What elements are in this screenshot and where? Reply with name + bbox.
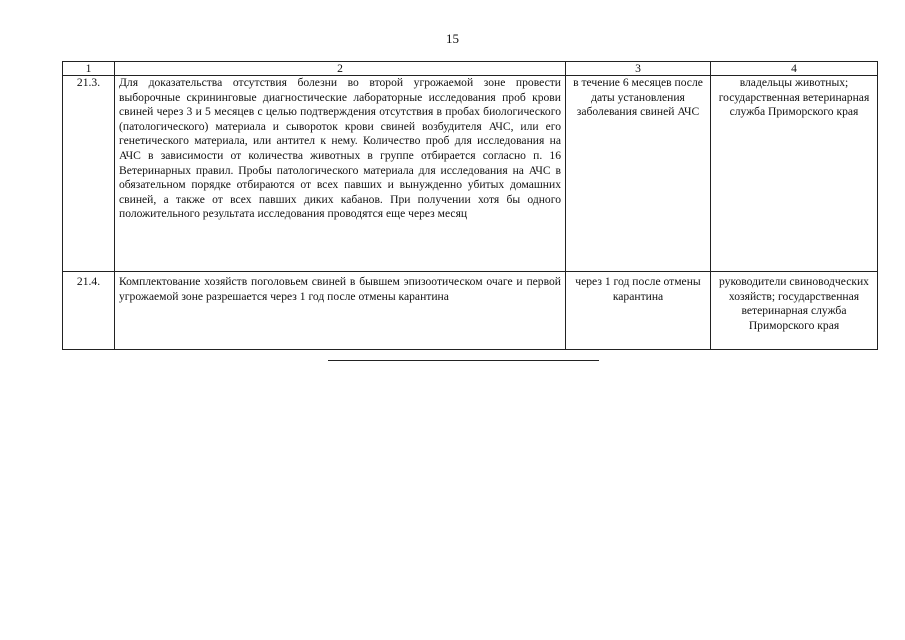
measure-description: Для доказательства отсутствия болезни во второй угрожаемой зоне провести выборочные скрининговые диагностические лабораторные исследования проб крови свиней через 3 и 5 месяцев с целью подтверждения отсутствия в пробах биологического (патологического) материала и сывороток крови свиней возбудителя АЧС, или его генетического материала, или антител к нему. Количество проб для исследования на АЧС в зависимости от количества животных в группе отбирается согласно п. 16 Ветеринарных правил. Пробы патологического материала для исследования на АЧС в обязательном порядке отбираются от всех павших и вынужденно убитых домашних свиней, а также от всех павших диких кабанов. При получении хотя бы одного положительного результата исследования проводятся еще через месяц [115,76,566,272]
measures-table [62,61,878,350]
header-cell-1: 1 [63,62,115,76]
measure-description: Комплектование хозяйств поголовьем свиней в бывшем эпизоотическом очаге и первой угрожаемой зоне разрешается через 1 год после отмены карантина [115,272,566,350]
header-cell-4: 4 [711,62,878,76]
page-number: 15 [446,31,459,46]
table-row [63,272,878,350]
measure-responsible: владельцы животных; государственная ветеринарная служба Приморского края [711,76,878,272]
measure-term: в течение 6 месяцев после даты установления заболевания свиней АЧС [566,76,711,272]
header-cell-2: 2 [115,62,566,76]
header-cell-3: 3 [566,62,711,76]
measure-responsible: руководители свиноводческих хозяйств; государственная ветеринарная служба Приморского края [711,272,878,350]
end-divider-line [328,360,599,361]
row-number: 21.4. [63,272,115,350]
measure-term: через 1 год после отмены карантина [566,272,711,350]
row-number: 21.3. [63,76,115,272]
table-header-row [63,62,878,76]
table-row [63,76,878,272]
